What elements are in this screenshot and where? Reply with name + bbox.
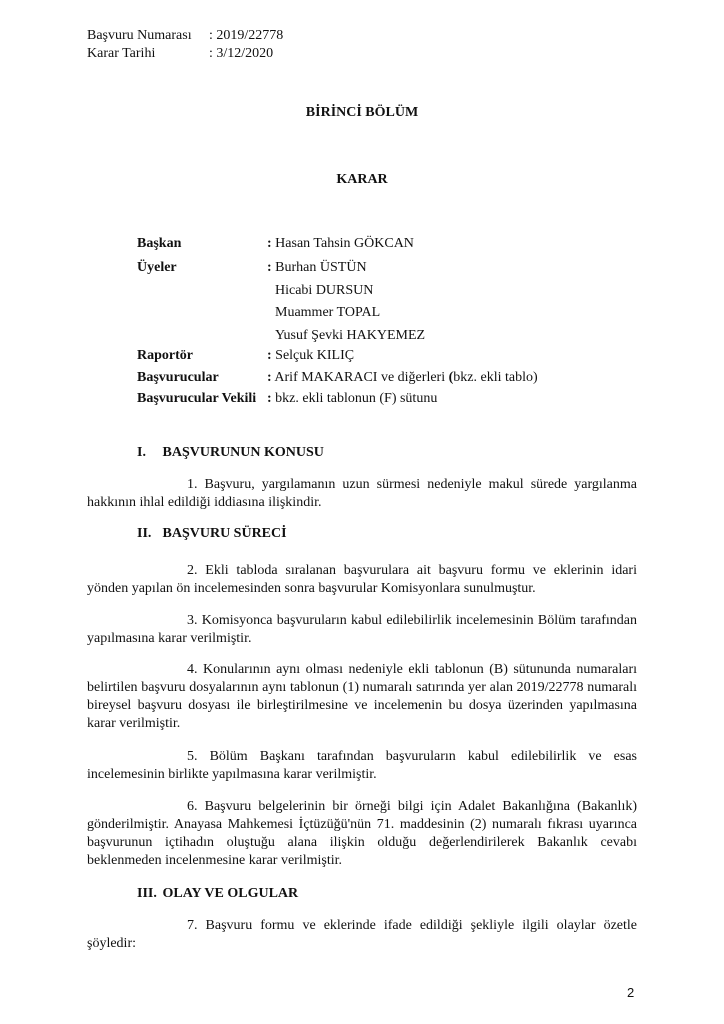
doc-title: KARAR xyxy=(336,172,388,187)
member-name: Burhan ÜSTÜN xyxy=(275,260,367,275)
members-label: Üyeler xyxy=(137,260,177,275)
section-number: I. xyxy=(137,445,146,460)
section-heading-text: OLAY VE OLGULAR xyxy=(162,886,299,901)
paragraph-text: Başvuru belgelerinin bir örneği bilgi için Adalet Bakanlığına (Bakanlık) gönderilmiştir. Anayasa Mahkemesi İçtüzüğü'nün 71. maddesinin (2) numaralı fıkrası uyarınca başvurunun içtihadın oluştuğu alana ilişkin olduğu değerlendirilerek Bakanlık cevabı beklenmeden incelenmesine karar verilmiştir. xyxy=(87,799,637,868)
section-heading xyxy=(137,445,324,461)
colon: : xyxy=(267,370,272,385)
applicants-label: Başvurucular xyxy=(137,370,219,385)
colon: : xyxy=(267,391,272,406)
paragraph-number: 3. xyxy=(187,613,198,628)
rapporteur-label: Raportör xyxy=(137,348,193,363)
application-number-label: Başvuru Numarası xyxy=(87,28,192,43)
president-row xyxy=(137,235,414,253)
paragraph-text: Ekli tabloda sıralanan başvurulara ait başvuru formu ve eklerinin idari yönden yapılan ön incelemesinden sonra başvurular Komisyonlara sunulmuştur. xyxy=(87,563,637,596)
paragraph-text: Komisyonca başvuruların kabul edilebilirlik incelemesinin Bölüm tarafından yapılmasına karar verilmiştir. xyxy=(87,613,638,646)
applicants-value: Arif MAKARACI ve diğerleri xyxy=(274,370,449,385)
section-heading-text: BAŞVURUNUN KONUSU xyxy=(162,445,324,460)
paragraph xyxy=(87,562,637,598)
member-name: Hicabi DURSUN xyxy=(275,283,374,298)
president-name: Hasan Tahsin GÖKCAN xyxy=(275,236,414,251)
decision-date-line xyxy=(87,45,273,63)
section-heading-text: BAŞVURU SÜRECİ xyxy=(162,526,287,541)
section-title: BİRİNCİ BÖLÜM xyxy=(305,105,419,120)
paragraph-text: Bölüm Başkanı tarafından başvuruların kabul edilebilirlik ve esas incelemesinin birlikte yapılmasına karar verilmiştir. xyxy=(87,749,638,782)
application-number-value: : 2019/22778 xyxy=(209,28,284,43)
section-number: II. xyxy=(137,526,152,541)
counsel-value: bkz. ekli tablonun (F) sütunu xyxy=(275,391,438,406)
section-heading xyxy=(137,526,287,542)
applicants-paren: ( xyxy=(448,370,454,385)
colon: : xyxy=(267,236,272,251)
rapporteur-row xyxy=(137,347,354,365)
member-name: Muammer TOPAL xyxy=(275,305,381,320)
rapporteur-name: Selçuk KILIÇ xyxy=(275,348,355,363)
decision-date-value: : 3/12/2020 xyxy=(209,46,274,61)
members-row xyxy=(137,259,367,277)
paragraph xyxy=(87,917,637,953)
paragraph-text: Konularının aynı olması nedeniyle ekli tablonun (B) sütununda numaraları belirtilen başvuru dosyalarının aynı tablonun (1) numaralı satırında yer alan 2019/22778 numaralı bireysel başvuru dosyası ile birleştirilmesine ve incelemenin bu dosya üzerinden yapılmasına karar verilmiştir. xyxy=(87,662,637,731)
section-number: III. xyxy=(137,886,157,901)
counsel-row xyxy=(137,390,437,408)
colon: : xyxy=(267,260,272,275)
counsel-label: Başvurucular Vekili xyxy=(137,391,257,406)
paragraph xyxy=(87,612,637,648)
page-number: 2 xyxy=(627,985,635,1000)
paragraph-number: 7. xyxy=(187,918,198,933)
paragraph-number: 2. xyxy=(187,563,198,578)
paragraph-number: 1. xyxy=(187,477,198,492)
paragraph xyxy=(87,476,637,512)
paragraph-number: 5. xyxy=(187,749,198,764)
paragraph-text: Başvuru formu ve eklerinde ifade edildiği şekliyle ilgili olaylar özetle şöyledir: xyxy=(87,918,637,951)
section-heading xyxy=(137,886,298,902)
decision-date-label: Karar Tarihi xyxy=(87,46,156,61)
colon: : xyxy=(267,348,272,363)
paragraph-number: 4. xyxy=(187,662,198,677)
application-number-line xyxy=(87,27,283,45)
paragraph-text: Başvuru, yargılamanın uzun sürmesi nedeniyle makul sürede yargılanma hakkının ihlal edildiği iddiasına ilişkindir. xyxy=(87,477,638,510)
paragraph xyxy=(87,748,637,784)
paragraph-number: 6. xyxy=(187,799,198,814)
applicants-row xyxy=(137,369,538,387)
paragraph xyxy=(87,798,637,870)
member-name: Yusuf Şevki HAKYEMEZ xyxy=(275,328,426,343)
president-label: Başkan xyxy=(137,236,182,251)
applicants-note: bkz. ekli tablo) xyxy=(453,370,538,385)
paragraph xyxy=(87,661,637,733)
